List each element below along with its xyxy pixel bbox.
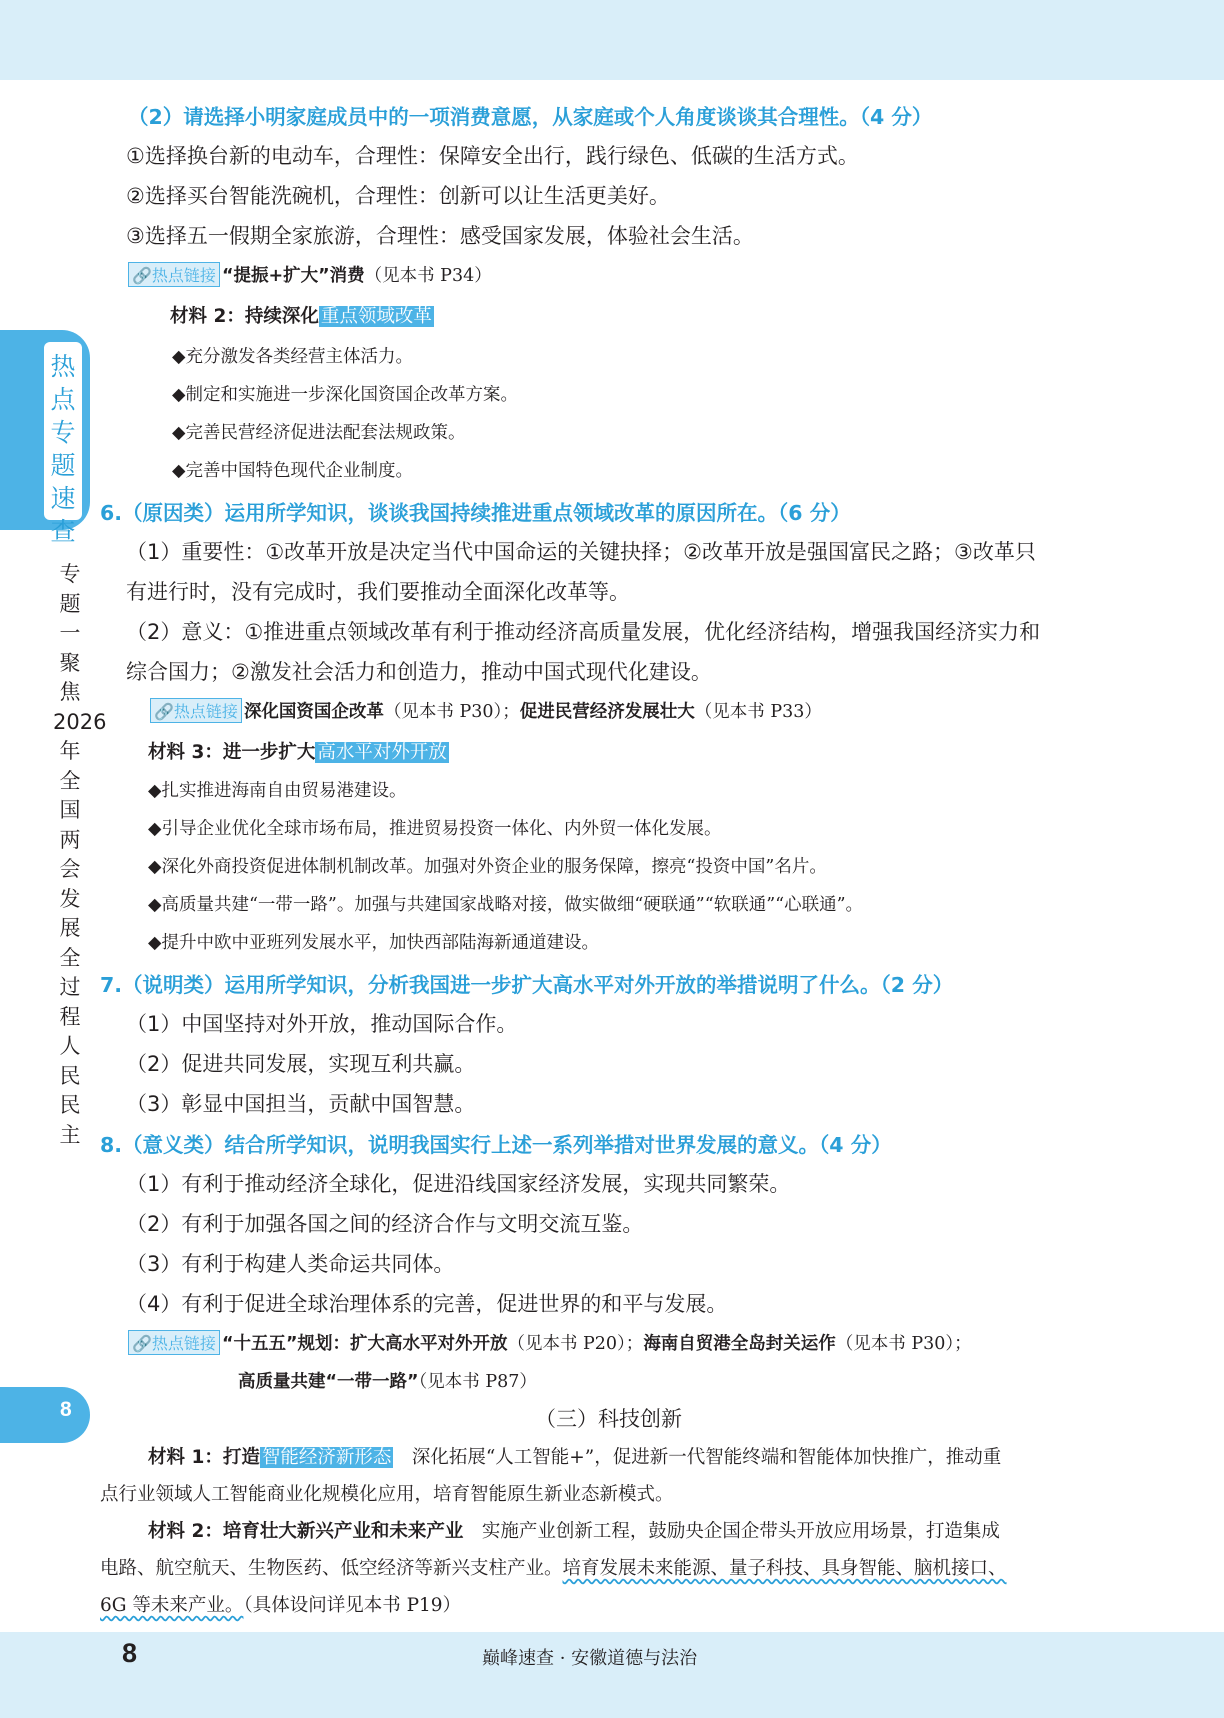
material-2-bullet: ◆制定和实施进一步深化国资国企改革方案。 bbox=[172, 385, 518, 405]
q2-answer-1: ①选择换台新的电动车，合理性：保障安全出行，践行绿色、低碳的生活方式。 bbox=[126, 144, 859, 168]
material-3-bullet: ◆引导企业优化全球市场布局，推进贸易投资一体化、内外贸一体化发展。 bbox=[148, 819, 722, 839]
page-number: 8 bbox=[122, 1638, 138, 1668]
q7-answer: （1）中国坚持对外开放，推动国际合作。 bbox=[126, 1012, 518, 1036]
side-tab-label: 热点专题速查 bbox=[50, 352, 76, 546]
section-3-title: （三）科技创新 bbox=[535, 1407, 682, 1431]
q6-hotlink[interactable]: 🔗热点链接 深化国资国企改革（见本书 P30）；促进民营经济发展壮大（见本书 P33） bbox=[150, 698, 822, 723]
q2-hotlink[interactable]: 🔗热点链接 “提振+扩大”消费（见本书 P34） bbox=[128, 262, 492, 287]
q6-answer-line: （1）重要性：①改革开放是决定当代中国命运的关键抉择；②改革开放是强国富民之路；③改革只 bbox=[126, 540, 1036, 564]
q2-answer-2: ②选择买台智能洗碗机，合理性：创新可以让生活更美好。 bbox=[126, 184, 670, 208]
q8-answer: （2）有利于加强各国之间的经济合作与文明交流互鉴。 bbox=[126, 1212, 644, 1236]
q8-answer: （1）有利于推动经济全球化，促进沿线国家经济发展，实现共同繁荣。 bbox=[126, 1172, 791, 1196]
material-2-bullet: ◆充分激发各类经营主体活力。 bbox=[172, 347, 413, 367]
s3-material-1-line1: 材料 1：打造 智能经济新形态 深化拓展“人工智能+”，促进新一代智能终端和智能体加快推广，推动重 bbox=[148, 1447, 1002, 1468]
material-2-highlight: 重点领域改革 bbox=[320, 306, 432, 327]
chapter-title: 专题一 聚焦2026年全国两会 发展全过程人民民主 bbox=[53, 562, 107, 1147]
s3-material-1-highlight: 智能经济新形态 bbox=[261, 1447, 392, 1468]
material-3-heading: 材料 3：进一步扩大 高水平对外开放 bbox=[148, 742, 447, 763]
q8-hotlink[interactable]: 🔗热点链接 “十五五”规划：扩大高水平对外开放（见本书 P20）；海南自贸港全岛封关运作（见本书 P30）； bbox=[128, 1330, 972, 1355]
s3-material-1-line2: 点行业领域人工智能商业化规模化应用，培育智能原生新业态新模式。 bbox=[100, 1484, 674, 1505]
material-2-bullet: ◆完善民营经济促进法配套法规政策。 bbox=[172, 423, 466, 443]
hotlink-badge: 🔗热点链接 bbox=[150, 698, 242, 723]
question-8: 8.（意义类）结合所学知识，说明我国实行上述一系列举措对世界发展的意义。（4 分） bbox=[100, 1133, 892, 1157]
footer-text: 巅峰速查 · 安徽道德与法治 bbox=[482, 1648, 698, 1669]
s3-material-2-line3: 6G 等未来产业。（具体设问详见本书 P19） bbox=[100, 1595, 462, 1616]
q6-answer-line: 综合国力；②激发社会活力和创造力，推动中国式现代化建设。 bbox=[126, 660, 712, 684]
question-7: 7.（说明类）运用所学知识，分析我国进一步扩大高水平对外开放的举措说明了什么。（2 分） bbox=[100, 973, 954, 997]
hotlink-badge: 🔗热点链接 bbox=[128, 1330, 220, 1355]
material-3-bullet: ◆高质量共建“一带一路”。加强与共建国家战略对接，做实做细“硬联通”“软联通”“心联通”。 bbox=[148, 895, 864, 915]
q7-answer: （2）促进共同发展，实现互利共赢。 bbox=[126, 1052, 476, 1076]
q8-answer: （3）有利于构建人类命运共同体。 bbox=[126, 1252, 455, 1276]
material-3-highlight: 高水平对外开放 bbox=[317, 742, 447, 763]
q2-answer-3: ③选择五一假期全家旅游，合理性：感受国家发展，体验社会生活。 bbox=[126, 224, 754, 248]
q6-answer-line: 有进行时，没有完成时，我们要推动全面深化改革等。 bbox=[126, 580, 630, 604]
material-2-heading: 材料 2：持续深化 重点领域改革 bbox=[170, 306, 432, 327]
q6-answer-line: （2）意义：①推进重点领域改革有利于推动经济高质量发展，优化经济结构，增强我国经济实力和 bbox=[126, 620, 1041, 644]
q7-answer: （3）彰显中国担当，贡献中国智慧。 bbox=[126, 1092, 476, 1116]
question-6: 6.（原因类）运用所学知识，谈谈我国持续推进重点领域改革的原因所在。（6 分） bbox=[100, 501, 851, 525]
s3-material-2-line2: 电路、航空航天、生物医药、低空经济等新兴支柱产业。培育发展未来能源、量子科技、具身智能、脑机接口、 bbox=[100, 1558, 1007, 1579]
s3-material-2-line1: 材料 2：培育壮大新兴产业和未来产业 实施产业创新工程，鼓励央企国企带头开放应用场景，打造集成 bbox=[148, 1521, 1000, 1542]
top-band bbox=[0, 0, 1224, 80]
side-page-tab bbox=[0, 1387, 90, 1443]
hotlink-badge: 🔗热点链接 bbox=[128, 262, 220, 287]
q8-answer: （4）有利于促进全球治理体系的完善，促进世界的和平与发展。 bbox=[126, 1292, 728, 1316]
material-3-bullet: ◆深化外商投资促进体制机制改革。加强对外资企业的服务保障，擦亮“投资中国”名片。 bbox=[148, 857, 827, 877]
material-3-bullet: ◆扎实推进海南自由贸易港建设。 bbox=[148, 781, 407, 801]
side-page-number: 8 bbox=[60, 1398, 72, 1421]
question-2: （2）请选择小明家庭成员中的一项消费意愿，从家庭或个人角度谈谈其合理性。（4 分） bbox=[128, 105, 933, 129]
material-3-bullet: ◆提升中欧中亚班列发展水平，加快西部陆海新通道建设。 bbox=[148, 933, 599, 953]
q8-hotlink-cont[interactable]: 高质量共建“一带一路”（见本书 P87） bbox=[238, 1372, 537, 1392]
material-2-bullet: ◆完善中国特色现代企业制度。 bbox=[172, 461, 413, 481]
